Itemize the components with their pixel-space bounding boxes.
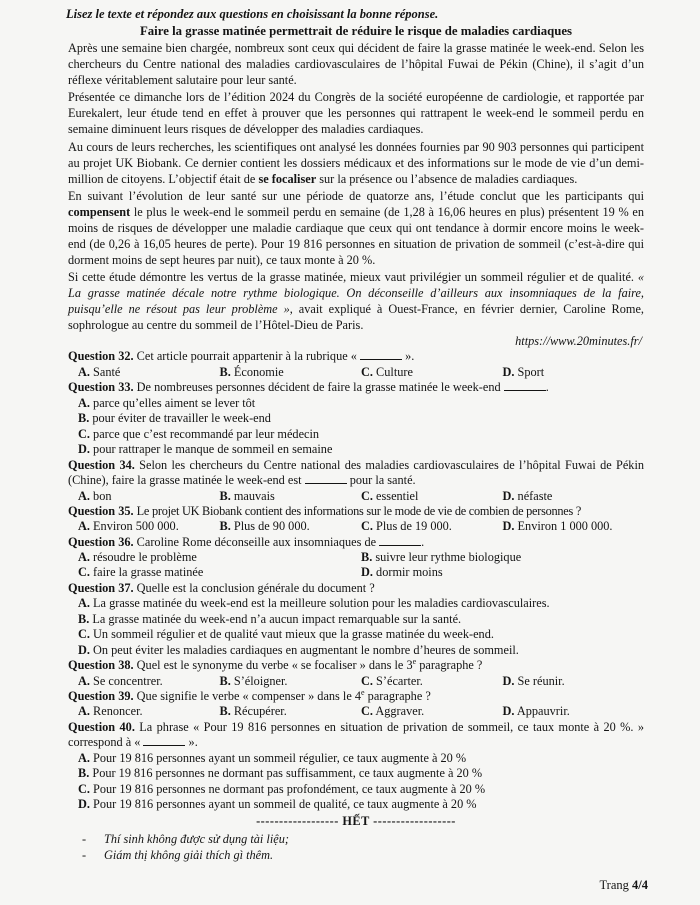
option-d[interactable]: D. Se réunir. xyxy=(502,673,565,688)
option-b[interactable]: B. Pour 19 816 personnes ne dormant pas suffisamment, ce taux augmente à 20 % xyxy=(78,766,483,781)
option-b[interactable]: B. S’éloigner. xyxy=(219,673,288,688)
paragraph-2: Présentée ce dimanche lors de l’édition 2024 du Congrès de la société européenne de cardiologie, et rapportée par Eurekalert, leur étude tend en effet à prouver que les personnes qui rattrapent le week-end le sommeil perdu en semaine diminuent leurs risques de développer des maladies cardiaques. xyxy=(68,90,644,137)
option-b[interactable]: B. suivre leur rythme biologique xyxy=(361,550,522,565)
end-marker: ------------------ HẾT ------------------ xyxy=(256,814,456,829)
option-c[interactable]: C. Aggraver. xyxy=(361,704,425,719)
option-c[interactable]: C. Plus de 19 000. xyxy=(361,519,452,534)
option-a[interactable]: A. Environ 500 000. xyxy=(78,519,179,534)
option-c[interactable]: C. Un sommeil régulier et de qualité vaut mieux que la grasse matinée du week-end. xyxy=(78,627,494,642)
question-37: Question 37. Quelle est la conclusion générale du document ? xyxy=(68,580,375,595)
question-34-options xyxy=(78,489,644,504)
option-c[interactable]: C. S’écarter. xyxy=(361,673,423,688)
option-b[interactable]: B. Économie xyxy=(219,365,284,380)
question-38-options xyxy=(78,674,644,689)
option-a[interactable]: A. Santé xyxy=(78,365,121,380)
option-d[interactable]: D. pour rattraper le manque de sommeil en semaine xyxy=(78,442,333,457)
highlight-se-focaliser: se focaliser xyxy=(258,171,317,186)
option-b[interactable]: B. Plus de 90 000. xyxy=(219,519,310,534)
option-a[interactable]: A. La grasse matinée du week-end est la meilleure solution pour les maladies cardiovasculaires. xyxy=(78,596,550,611)
option-d[interactable]: D. Pour 19 816 personnes ayant un sommeil de qualité, ce taux augmente à 20 % xyxy=(78,796,477,811)
option-a[interactable]: A. Pour 19 816 personnes ayant un sommeil régulier, ce taux augmente à 20 % xyxy=(78,750,467,765)
option-d[interactable]: D. On peut éviter les maladies cardiaques en augmentant le nombre d’heures de sommeil. xyxy=(78,642,519,657)
instruction: Lisez le texte et répondez aux questions en choisissant la bonne réponse. xyxy=(66,7,439,21)
question-36-options-row-1 xyxy=(78,550,644,565)
option-d[interactable]: D. néfaste xyxy=(502,488,553,503)
option-b[interactable]: B. La grasse matinée du week-end n’a aucun impact remarquable sur la santé. xyxy=(78,611,462,626)
question-40: Question 40. La phrase « Pour 19 816 personnes en situation de privation de sommeil, ce taux monte à 20 %. » correspond à « ». xyxy=(68,719,644,750)
question-39-options xyxy=(78,704,644,719)
highlight-compensent: compensent xyxy=(68,204,131,219)
option-d[interactable]: D. Appauvrir. xyxy=(502,704,570,719)
option-a[interactable]: A. parce qu’elles aiment se lever tôt xyxy=(78,395,256,410)
question-38: Question 38. Quel est le synonyme du verbe « se focaliser » dans le 3e paragraphe ? xyxy=(68,656,483,672)
option-c[interactable]: C. Culture xyxy=(361,365,413,380)
article-title: Faire la grasse matinée permettrait de réduire le risque de maladies cardiaques xyxy=(139,24,573,38)
question-36-options-row-2 xyxy=(78,565,644,580)
paragraph-5: Si cette étude démontre les vertus de la grasse matinée, mieux vaut privilégier un sommeil régulier et de qualité. « La grasse matinée décale notre rythme biologique. On déconseille d’ailleurs aux insomniaques de la faire, puisqu’elle ne résout pas leur problème », avait expliqué à Ouest-France, en février dernier, Caroline Rome, sophrologue au centre du sommeil de l’Hôtel-Dieu de Paris. xyxy=(68,270,645,333)
quote-caroline-rome: « La grasse matinée décale notre rythme biologique. On déconseille d’ailleurs aux insomniaques de la faire, puisqu’elle ne résout pas leur problème » xyxy=(68,270,645,317)
option-d[interactable]: D. dormir moins xyxy=(361,565,443,580)
option-b[interactable]: B. pour éviter de travailler le week-end xyxy=(78,411,271,426)
option-d[interactable]: D. Sport xyxy=(502,365,545,380)
option-a[interactable]: A. Renoncer. xyxy=(78,704,143,719)
option-a[interactable]: A. Se concentrer. xyxy=(78,673,163,688)
option-c[interactable]: C. Pour 19 816 personnes ne dormant pas profondément, ce taux augmente à 20 % xyxy=(78,781,486,796)
source-link: https://www.20minutes.fr/ xyxy=(515,334,642,349)
note-2: - Giám thị không giải thích gì thêm. xyxy=(82,847,644,863)
question-34: Question 34. Selon les chercheurs du Centre national des maladies cardiovasculaires de l’hôpital Fuwai de Pékin (Chine), faire la grasse matinée le week-end est pour la santé. xyxy=(68,457,645,488)
question-32: Question 32. Cet article pourrait appartenir à la rubrique « ». xyxy=(68,349,415,364)
page-number: Trang 4/4 xyxy=(599,878,648,892)
question-35-options xyxy=(78,519,644,534)
paragraph-4: En suivant l’évolution de leur santé sur une période de quatorze ans, l’étude conclut que les participants qui compensent le plus le week-end le sommeil perdu en semaine (de 1,28 à 16,06 heures en plus) présentent 19 % en moins de risques de développer une maladie cardiaque que ceux qui ont tendance à dormir encore moins le week-end (de 0,26 à 16,05 heures de perte). Pour 19 816 personnes en situation de privation de sommeil (c’est-à-dire qui dorment moins de sept heures par nuit), ce taux monte à 20 %. xyxy=(68,188,644,267)
option-d[interactable]: D. Environ 1 000 000. xyxy=(502,519,613,534)
question-32-options xyxy=(78,365,644,380)
option-c[interactable]: C. faire la grasse matinée xyxy=(78,565,204,580)
option-b[interactable]: B. mauvais xyxy=(219,488,275,503)
paragraph-3: Au cours de leurs recherches, les scientifiques ont analysé les données fournies par 90 903 personnes qui participent au projet UK Biobank. Ce dernier contient les dossiers médicaux et des informations sur le mode de vie d’un demi-million de citoyens. L’objectif était de se focaliser sur la présence ou l’absence de maladies cardiaques. xyxy=(68,139,644,186)
question-36: Question 36. Caroline Rome déconseille aux insomniaques de . xyxy=(68,534,425,549)
question-35: Question 35. Le projet UK Biobank contient des informations sur le mode de vie de combien de personnes ? xyxy=(68,503,582,518)
option-c[interactable]: C. parce que c’est recommandé par leur médecin xyxy=(78,426,320,441)
option-b[interactable]: B. Récupérer. xyxy=(219,704,287,719)
option-a[interactable]: A. résoudre le problème xyxy=(78,550,197,565)
option-a[interactable]: A. bon xyxy=(78,488,112,503)
option-c[interactable]: C. essentiel xyxy=(361,488,419,503)
question-33: Question 33. De nombreuses personnes décident de faire la grasse matinée le week-end . xyxy=(68,380,549,395)
question-39: Question 39. Que signifie le verbe « compenser » dans le 4e paragraphe ? xyxy=(68,687,431,703)
note-1: - Thí sinh không được sử dụng tài liệu; xyxy=(82,831,644,847)
exam-notes xyxy=(82,831,644,863)
paragraph-1: Après une semaine bien chargée, nombreux sont ceux qui décident de faire la grasse matinée le week-end. Selon les chercheurs du Centre national des maladies cardiovasculaires de l’hôpital Fuwai de Pékin (Chine), il s’agit d’un réflexe véritablement salutaire pour leur santé. xyxy=(68,41,644,87)
